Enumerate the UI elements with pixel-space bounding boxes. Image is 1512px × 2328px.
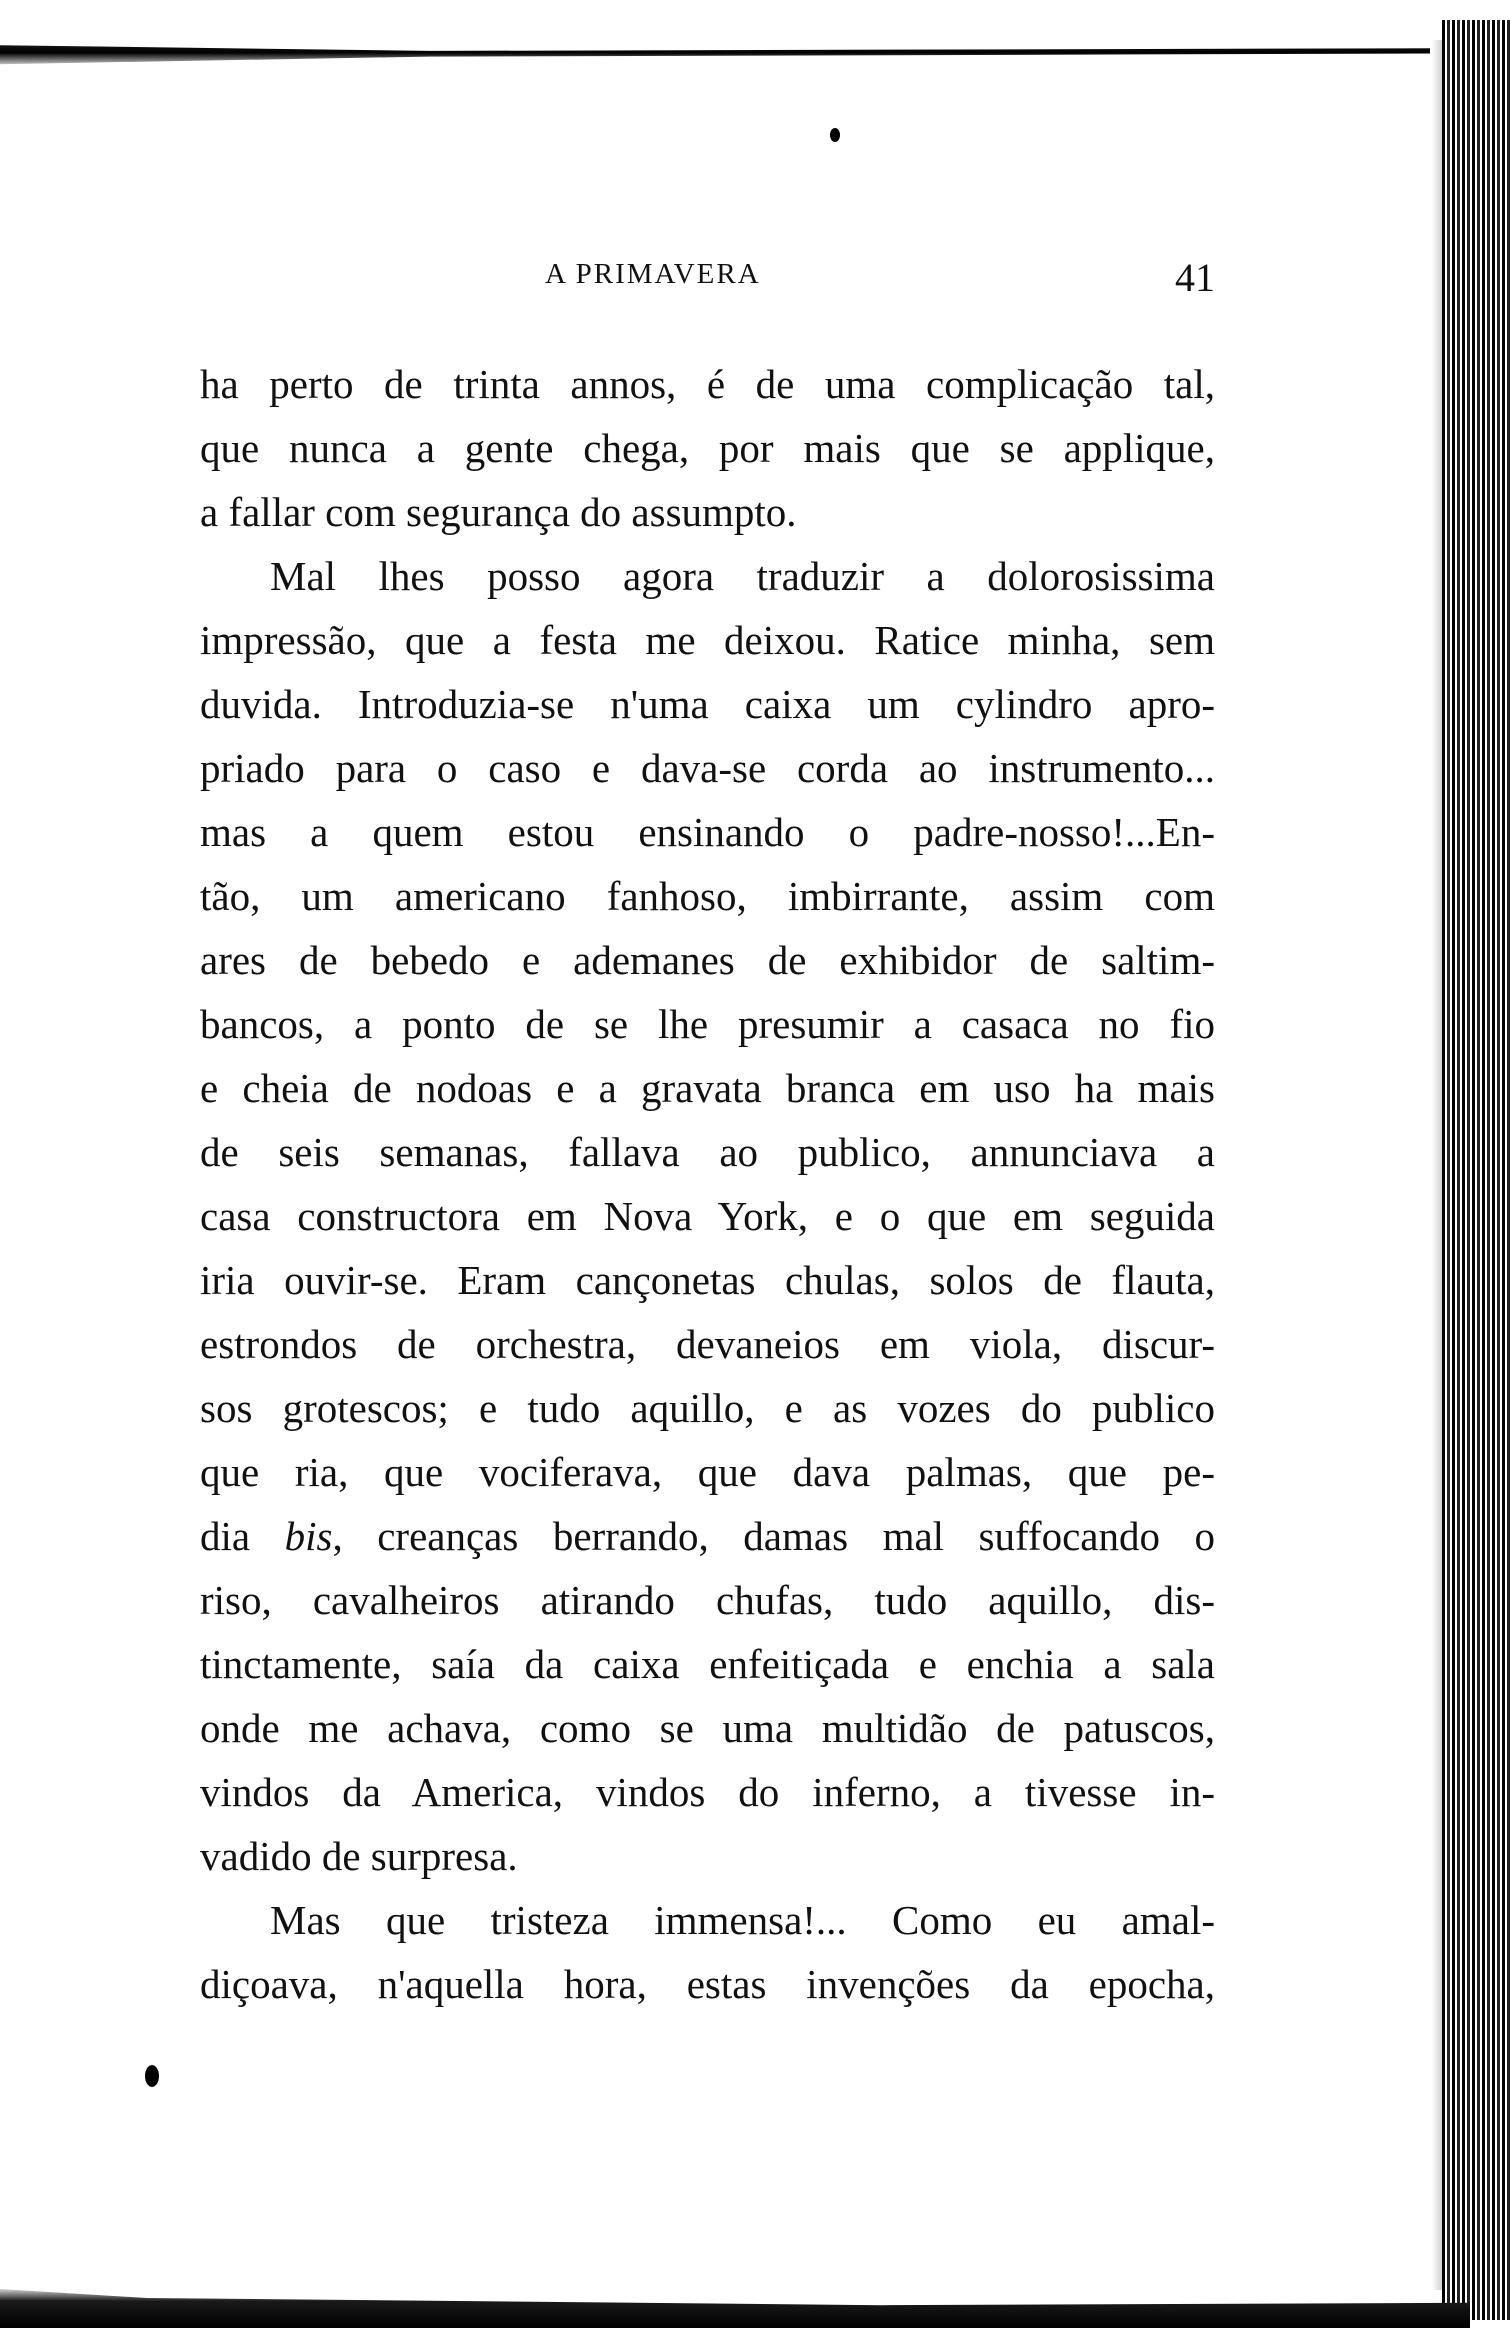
running-title: A PRIMAVERA (545, 258, 761, 290)
text-line: priado para o caso e dava-se corda ao instrumento... (200, 745, 1215, 791)
text-line: ares de bebedo e ademanes de exhibidor de saltim- (200, 937, 1215, 983)
text-line: diçoava, n'aquella hora, estas invenções da epocha, (200, 1961, 1215, 2007)
text-line: tinctamente, saía da caixa enfeitiçada e enchia a sala (200, 1641, 1215, 1687)
scan-edge-right (1442, 20, 1512, 2320)
text-line: vindos da America, vindos do inferno, a tivesse in- (200, 1769, 1215, 1815)
text-line: que nunca a gente chega, por mais que se applique, (200, 425, 1215, 471)
text-line: ha perto de trinta annos, é de uma complicação tal, (200, 361, 1215, 407)
text-line: onde me achava, como se uma multidão de patuscos, (200, 1705, 1215, 1751)
text-fragment: , creanças berrando, damas mal suffocando o (332, 1513, 1215, 1559)
text-line: mas a quem estou ensinando o padre-nosso!...En- (200, 809, 1215, 855)
text-fragment: dia (200, 1513, 285, 1559)
text-line: Mal lhes posso agora traduzir a dolorosissima (270, 553, 1215, 599)
text-line: iria ouvir-se. Eram cançonetas chulas, solos de flauta, (200, 1257, 1215, 1303)
text-line: sos grotescos; e tudo aquillo, e as vozes do publico (200, 1385, 1215, 1431)
ink-speck (145, 2065, 159, 2087)
text-line: a fallar com segurança do assumpto. (200, 489, 797, 535)
text-line: estrondos de orchestra, devaneios em viola, discur- (200, 1321, 1215, 1367)
text-line: de seis semanas, fallava ao publico, annunciava a (200, 1129, 1215, 1175)
text-line-with-italic (200, 1504, 1215, 1568)
scan-edge-shadow (1432, 40, 1442, 2290)
text-line: e cheia de nodoas e a gravata branca em uso ha mais (200, 1065, 1215, 1111)
scan-edge-top (0, 30, 1430, 68)
text-line: duvida. Introduzia-se n'uma caixa um cylindro apro- (200, 681, 1215, 727)
text-line: impressão, que a festa me deixou. Ratice minha, sem (200, 617, 1215, 663)
scan-edge-bottom (0, 2268, 1470, 2328)
body-text (200, 352, 1215, 2016)
italic-word: bis (284, 1513, 333, 1559)
page-number: 41 (1175, 255, 1215, 300)
text-line: vadido de surpresa. (200, 1833, 518, 1879)
text-line: que ria, que vociferava, que dava palmas, que pe- (200, 1449, 1215, 1495)
text-line: bancos, a ponto de se lhe presumir a casaca no fio (200, 1001, 1215, 1047)
text-line: Mas que tristeza immensa!... Como eu amal- (270, 1897, 1215, 1943)
text-line: riso, cavalheiros atirando chufas, tudo aquillo, dis- (200, 1577, 1215, 1623)
running-header (200, 255, 1215, 300)
ink-speck (830, 128, 840, 142)
text-line: tão, um americano fanhoso, imbirrante, assim com (200, 873, 1215, 919)
text-line: casa constructora em Nova York, e o que em seguida (200, 1193, 1215, 1239)
